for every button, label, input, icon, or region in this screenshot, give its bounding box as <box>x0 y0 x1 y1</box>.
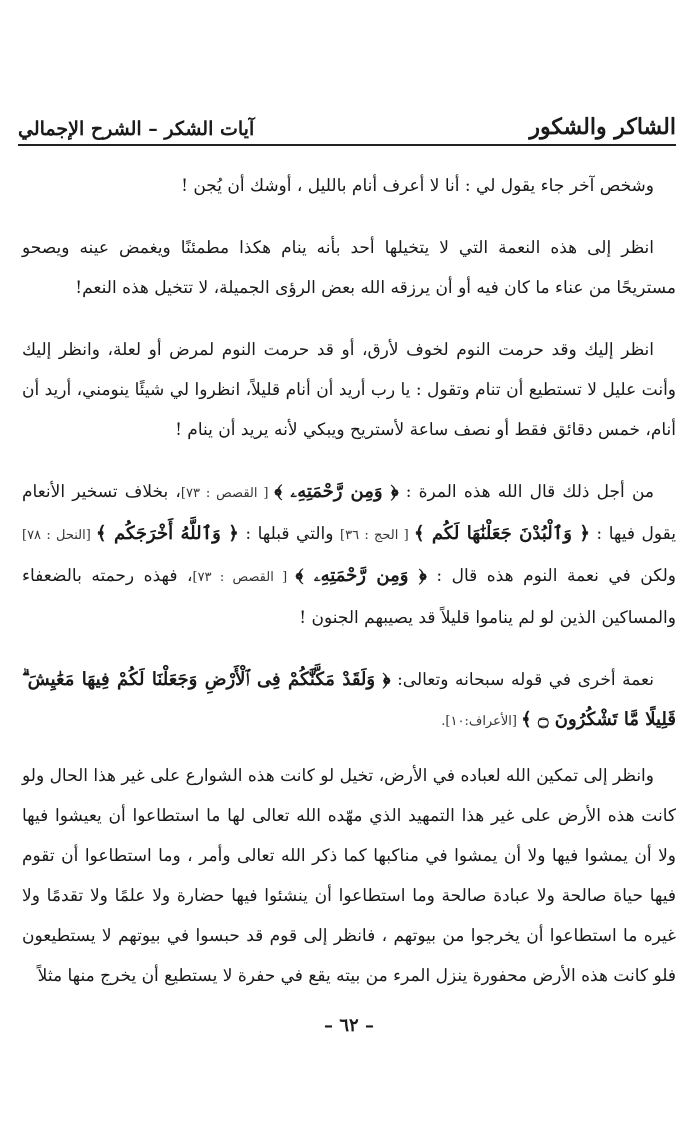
running-header <box>18 100 676 146</box>
text-span: ، فهذه رحمته بالضعفاء والمساكين الذين لو لم يناموا قليلاً قد يصيبهم الجنون ! <box>22 566 676 628</box>
paragraph-6: وانظر إلى تمكين الله لعباده في الأرض، تخيل لو كانت هذه الشوارع على غير هذا الحال ولو كانت هذه الأرض على غير هذا التمهيد الذي مهّده الله تعالى لها ما استطاعوا أن يعيشوا فيها ولا أن يمشوا فيها ولا أن يمشوا في مناكبها كما ذكر الله تعالى وأمر ، وما استطاعوا أن تقوم فيها حياة صالحة ولا عبادة صالحة وما استطاعوا أن ينشئوا فيها حضارة ولا علمًا ولا تقدمًا ولا غيره ما استطاعوا أن يخرجوا من بيوتهم ، فانظر إلى قوم قد حبسوا في بيوتهم لا يستطيعون فلو كانت هذه الأرض محفورة ينزل المرء من بيته يقع في حفرة لا يستطيع أن يخرج منها مثلاً <box>22 766 676 986</box>
section-title: آيات الشكر – الشرح الإجمالي <box>18 118 255 140</box>
verse-reference: [ الحج : ٣٦] <box>340 528 414 543</box>
verse-reference: [النحل : ٧٨] <box>22 528 97 543</box>
page-number: – ٦٢ – <box>324 1015 374 1036</box>
main-text <box>22 166 676 1018</box>
text-span: والتي قبلها : <box>238 524 341 544</box>
paragraph-4 <box>22 472 676 638</box>
paragraph-2: انظر إلى هذه النعمة التي لا يتخيلها أحد بأنه ينام هكذا مطمئنًا ويغمض عينه ويصحو مستريحًا من عناء ما كان فيه أو أن يرزقه الله بعض الرؤى الجميلة، لا تتخيل هذه النعم! <box>22 238 676 298</box>
text-span: من أجل ذلك قال الله هذه المرة : <box>398 482 654 502</box>
paragraph-1: وشخص آخر جاء يقول لي : أنا لا أعرف أنام بالليل ، أوشك أن يُجن ! <box>181 176 654 196</box>
verse-reference: [ القصص : ٧٣] <box>192 570 296 585</box>
text-span: ولكن في نعمة النوم هذه قال : <box>426 566 676 586</box>
quran-verse: ﴿ وَمِن رَّحْمَتِهِۦ ﴾ <box>274 481 399 502</box>
verse-reference: [ القصص : ٧٣] <box>180 486 275 501</box>
quran-verse: ﴿ وَلَقَدْ مَكَّنَّٰكُمْ فِى ٱلْأَرْضِ وَجَعَلْنَا لَكُمْ فِيهَا مَعَٰيِشَ ۗ قَلِيلًا مَّا تَشْكُرُونَ ۝ ﴾ <box>22 669 676 730</box>
paragraph-5 <box>22 660 676 742</box>
verse-reference: [الأعراف:١٠]. <box>441 714 522 729</box>
book-title: الشاكر والشكور <box>529 114 676 140</box>
text-span: ، بخلاف تسخير الأنعام يقول فيها : <box>22 482 676 544</box>
quran-verse: ﴿ وَمِن رَّحْمَتِهِۦ ﴾ <box>295 565 427 586</box>
quran-verse: ﴿ وَٱلْبُدْنَ جَعَلْنَٰهَا لَكُم ﴾ <box>413 523 590 544</box>
text-span: نعمة أخرى في قوله سبحانه وتعالى: <box>390 670 654 690</box>
paragraph-3: انظر إليك وقد حرمت النوم لخوف لأرق، أو قد حرمت النوم لمرض أو لعلة، وانظر إليك وأنت عليل لا تستطيع أن تنام وتقول : يا رب أريد أن أنام قليلاً، انظروا لي شيئًا ينومني، أريد أن أنام، خمس دقائق فقط أو نصف ساعة لأستريح ويبكي لأنه يريد أن ينام ! <box>22 340 676 440</box>
quran-verse: ﴿ وَٱللَّهُ أَخْرَجَكُم ﴾ <box>96 523 239 544</box>
